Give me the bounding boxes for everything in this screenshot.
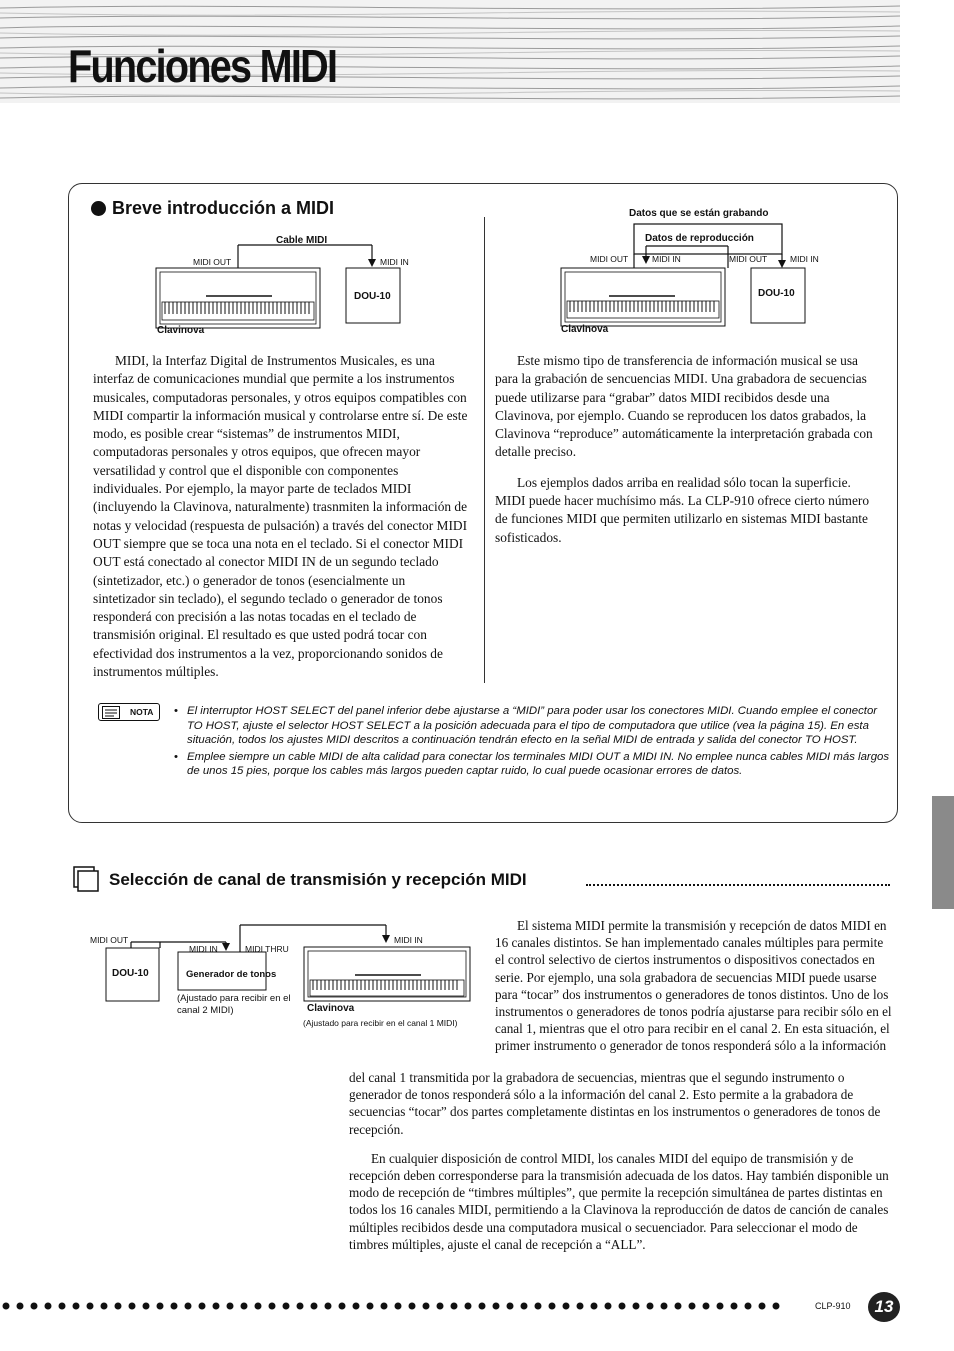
dou10-label-s2: DOU-10	[112, 968, 149, 979]
footer-dots	[0, 1300, 800, 1312]
cable-midi-label: Cable MIDI	[276, 235, 328, 246]
midi-in-label-2: MIDI IN	[790, 254, 819, 264]
note-item: • El interruptor HOST SELECT del panel inferior debe ajustarse a “MIDI” para poder usar los conectores MIDI. Cuando emplee el conector TO HOST, ajuste el selector HOST SELECT a la posición adecuada para el tipo de computadora que utilice (vea la página 15). En esta situación, todos los ajustes MIDI descritos a continuación tendrán efecto en la señal MIDI de entrada y salida del conector TO HOST.	[174, 705, 878, 747]
midi-out-label-s2: MIDI OUT	[90, 935, 129, 945]
page-number: 13	[868, 1292, 900, 1322]
intro-paragraph-right-1: Este mismo tipo de transferencia de información musical se usa para la grabación de sencuencias MIDI. Una grabadora de secuencias puede utilizarse para “grabar” datos MIDI recibidos desde una Clavinova, por ejemplo. Cuando se reproducen los datos grabados, la Clavinova “reproduce” automáticamente la interpretación grabada con detalle preciso.	[495, 353, 873, 460]
intro-paragraph-left	[93, 352, 470, 681]
side-tab	[932, 796, 954, 909]
midi-thru-label: MIDI THRU	[245, 944, 289, 954]
channels-text-1b: del canal 1 transmitida por la grabadora de secuencias, mientras que el segundo instrumento o generador de tonos responderá sólo a la información del canal 2. Esto permite a la grabadora de secuencias “tocar” dos partes completamente distintas en los instrumentos o generadores de tonos de recepción.	[349, 1070, 881, 1137]
intro-paragraph-right-2: Los ejemplos dados arriba en realidad sólo tocan la superficie. MIDI puede hacer muchísimo más. La CLP-910 ofrece cierto número de funciones MIDI que permiten utilizarlo en sistemas MIDI bastante sofisticados.	[495, 474, 870, 545]
midi-in-label: MIDI IN	[380, 257, 409, 267]
notes-list	[172, 704, 895, 779]
note-text-1: El interruptor HOST SELECT del panel inferior debe ajustarse a “MIDI” para poder usar los conectores MIDI. Cuando emplee el conector TO HOST, ajuste el selector HOST SELECT a la posición adecuada para el tipo de computadora que utilice (vea la página 15). En esta situación, todos los ajustes MIDI descritos a continuación tendrán efecto en la señal MIDI de entrada y salida del conector TO HOST.	[187, 705, 878, 747]
playback-data-label: Datos de reproducción	[645, 233, 754, 244]
section2-heading: Selección de canal de transmisión y recepción MIDI	[109, 870, 527, 889]
section1-heading: Breve introducción a MIDI	[112, 198, 335, 218]
clavinova-label-s2: Clavinova	[307, 1003, 355, 1014]
midi-out-label-1: MIDI OUT	[590, 254, 629, 264]
model-label: CLP-910	[815, 1301, 851, 1311]
column-divider	[484, 217, 485, 683]
page-title: Funciones MIDI	[68, 40, 337, 92]
dou10-label-right: DOU-10	[758, 288, 795, 299]
tone-generator-note: (Ajustado para recibir en el canal 2 MIDI)	[177, 993, 291, 1016]
channels-paragraph-1b	[349, 1069, 899, 1253]
dou10-label: DOU-10	[354, 291, 391, 302]
midi-in-label-s2: MIDI IN	[189, 944, 218, 954]
tone-generator-label: Generador de tonos	[186, 969, 277, 980]
midi-in-label-1: MIDI IN	[652, 254, 681, 264]
channels-paragraph-1a	[495, 917, 895, 1055]
clavinova-note: (Ajustado para recibir en el canal 1 MIDI)	[303, 1018, 458, 1028]
intro-paragraph-left-text: MIDI, la Interfaz Digital de Instrumentos Musicales, es una interfaz de comunicaciones mundial que permite a los instrumentos musicales, computadoras personales, y otros equipos compatibles con MIDI compartir la información musical y controlarse entre sí. De este modo, es posible crear “sistemas” de instrumentos MIDI, computadoras personales y otros equipos, que ofrecen mayor versatilidad y control que el disponible con componentes individuales. Por ejemplo, la mayor parte de teclados MIDI (incluyendo la Clavinova, naturalmente) trasnmiten la información de notas y velocidad (respuesta de pulsación) a través del conector MIDI OUT siempre que se toca una nota en el teclado. Si el conector MIDI OUT está conectado al conector MIDI IN de un segundo teclado (sintetizador, etc.) o generador de tonos (esencialmente un sintetizador sin teclado), el segundo teclado o generador de tonos responderá con precisión a las notas tocadas en el teclado de transmisión original. El resultado es que usted podrá tocar con efectividad dos instrumentos a la vez, proporcionando sonidos de instrumentos múltiples.	[93, 353, 468, 680]
intro-paragraph-right	[495, 352, 883, 547]
clavinova-label-right: Clavinova	[561, 324, 609, 335]
heading-leader-dots	[586, 884, 890, 886]
nota-badge	[98, 703, 160, 721]
midi-out-label-2: MIDI OUT	[729, 254, 768, 264]
note-item: • Emplee siempre un cable MIDI de alta calidad para conectar los terminales MIDI OUT a MIDI IN. No emplee nunca cables MIDI más largos de unos 15 pies, porque los cables más largos pueden captar ruido, lo cual puede ocasionar errores de datos.	[174, 750, 890, 778]
midi-out-label: MIDI OUT	[193, 257, 232, 267]
midi-in-label-s2-b: MIDI IN	[394, 935, 423, 945]
channels-text-2: En cualquier disposición de control MIDI, los canales MIDI del equipo de transmisión y de recepción deben corresponderse para la transmisión adecuada de los datos. Hay también disponible un modo de recepción de “timbres múltiples”, que permite la recepción simultánea de partes distintas en todos los 16 canales MIDI, permitiendo a la Clavinova la reproducción de datos de canción de canales múltiples recibidos desde una computadora musical o secuenciador. Para seleccionar el modo de timbres múltiples, ajuste el canal de recepción a “ALL”.	[349, 1150, 889, 1252]
note-text-2: Emplee siempre un cable MIDI de alta calidad para conectar los terminales MIDI OUT a MIDI IN. No emplee nunca cables MIDI más largos de unos 15 pies, porque los cables más largos pueden captar ruido, lo cual puede ocasionar errores de datos.	[187, 750, 890, 778]
channels-text-1a: El sistema MIDI permite la transmisión y recepción de datos MIDI en 16 canales distintos. Se han implementado canales múltiples para permite el control selectivo de ciertos instrumentos o dispositivos conectados en serie. Por ejemplo, una sola grabadora de secuencias MIDI puede usarse para “tocar” dos instrumentos o generadores de tonos distintos. Uno de los instrumentos o generadores de tonos podría ajustarse para recibir sólo en el canal 1, mientras que el otro para recibir en el canal 2. En esta situación, el primer instrumento o generador de tonos responderá sólo a la información	[495, 918, 892, 1054]
clavinova-label: Clavinova	[157, 325, 205, 336]
note-pad-icon	[102, 706, 120, 719]
bullet-icon	[91, 201, 106, 216]
section-square-icon	[73, 866, 101, 892]
recording-data-label: Datos que se están grabando	[629, 208, 769, 219]
nota-label: NOTA	[130, 707, 154, 717]
